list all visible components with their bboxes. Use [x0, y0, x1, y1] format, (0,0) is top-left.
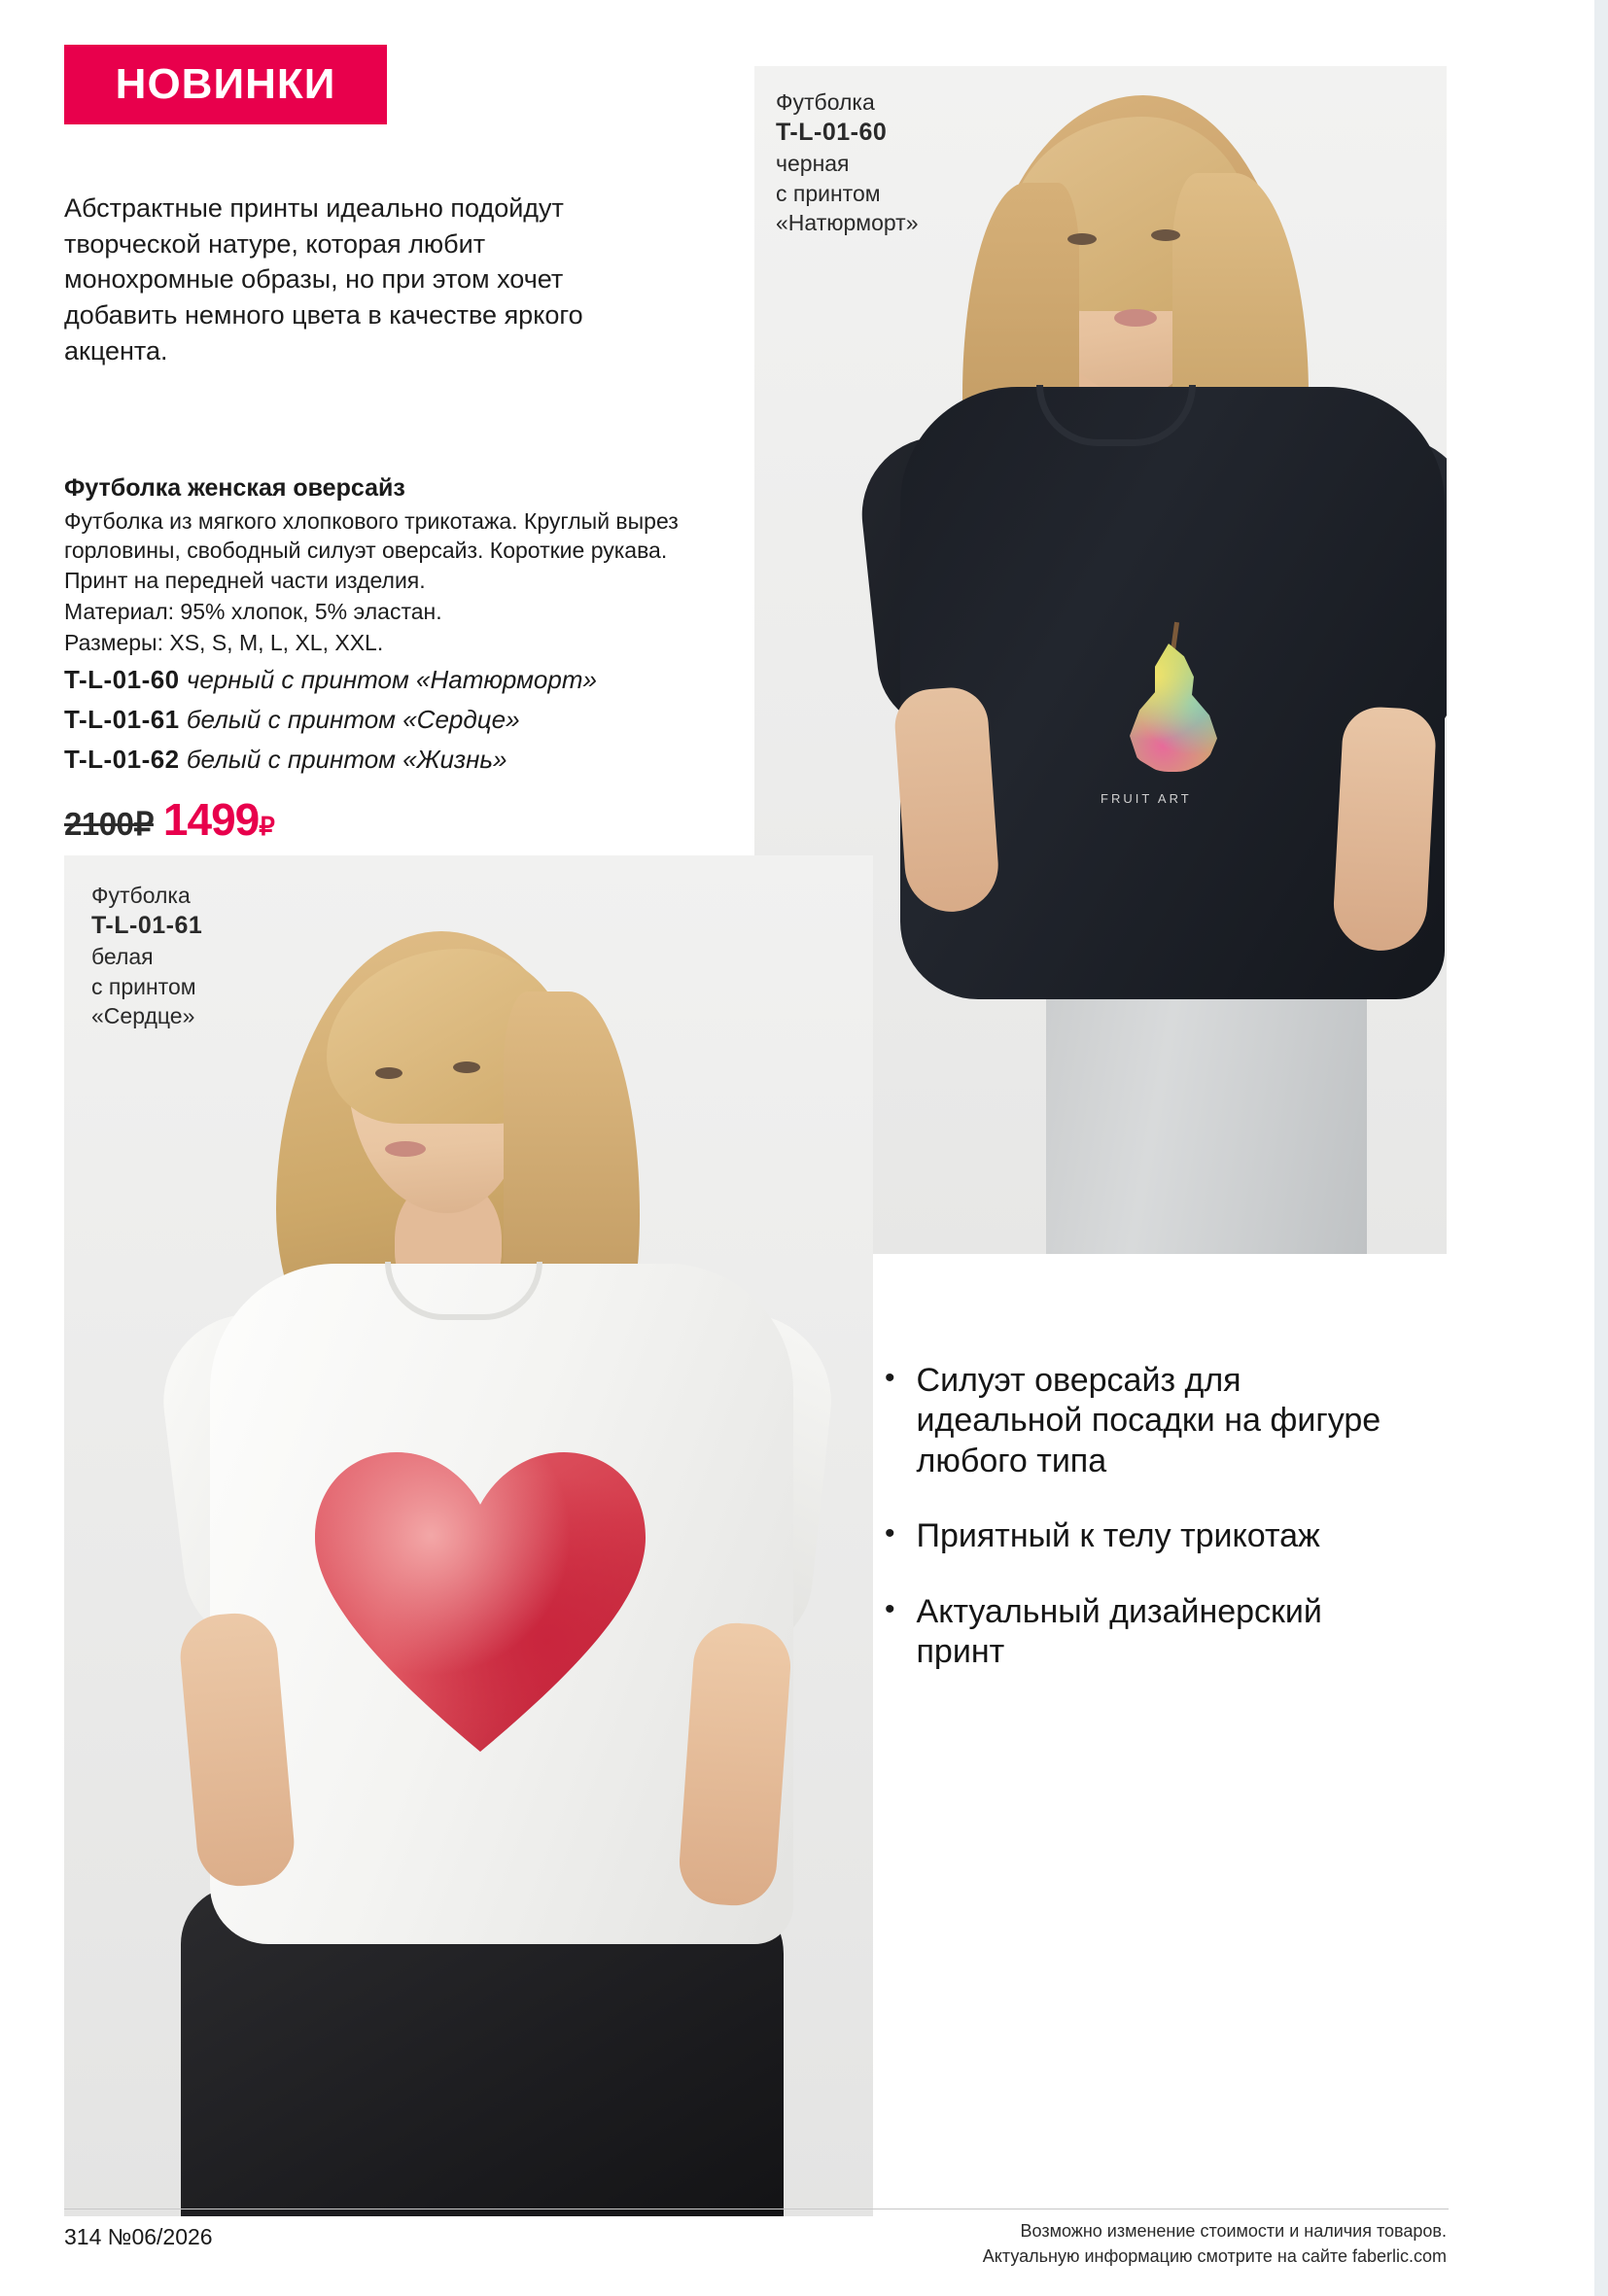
product-variant	[64, 742, 696, 778]
print-label: FRUIT ART	[1101, 791, 1192, 806]
bullet-marker-icon: •	[885, 1517, 895, 1550]
variant-code: T-L-01-61	[64, 704, 180, 734]
footer-note-line-2: Актуальную информацию смотрите на сайте faberlic.com	[982, 2246, 1447, 2267]
caption-line-3: черная	[776, 151, 850, 177]
page-number: 314	[64, 2224, 102, 2249]
variant-code: T-L-01-62	[64, 744, 180, 774]
feature-list	[885, 1361, 1390, 1708]
list-item	[885, 1361, 1390, 1481]
footer-note	[983, 2218, 1447, 2269]
new-price	[163, 793, 274, 846]
product-variant	[64, 702, 696, 738]
model-eye-right	[1151, 229, 1180, 241]
variant-name: черный с принтом «Натюрморт»	[186, 664, 597, 694]
novelty-badge	[64, 45, 387, 124]
product-description: Футболка из мягкого хлопкового трикотажа. Круглый вырез горловины, свободный силуэт оверсайз. Короткие рукава. Принт на передней части изделия.	[64, 508, 679, 593]
pear-print-icon	[1116, 622, 1231, 778]
page-edge-strip	[1594, 0, 1608, 2296]
variant-code: T-L-01-60	[64, 664, 180, 694]
heart-shape	[315, 1448, 646, 1759]
model-eye-left	[1067, 233, 1097, 245]
currency-symbol: ₽	[259, 811, 274, 841]
feature-text: Актуальный дизайнерский принт	[916, 1592, 1322, 1671]
caption-line-1: Футболка	[776, 89, 875, 115]
feature-text: Силуэт оверсайз для идеальной посадки на фигуре любого типа	[916, 1362, 1381, 1479]
old-price: 2100₽	[64, 805, 154, 842]
feature-text: Приятный к телу трикотаж	[916, 1517, 1320, 1555]
caption-product-code: T-L-01-60	[776, 119, 888, 147]
product-title: Футболка женская оверсайз	[64, 474, 405, 502]
model-eye-right	[453, 1061, 480, 1073]
photo-caption-bottom	[91, 881, 202, 1030]
bullet-marker-icon: •	[885, 1362, 895, 1394]
bullet-marker-icon: •	[885, 1592, 895, 1625]
variant-name: белый с принтом «Сердце»	[186, 704, 520, 734]
model-lips	[385, 1141, 426, 1157]
footer-left	[64, 2224, 213, 2250]
product-photo-white-tee	[64, 855, 873, 2216]
footer-note-line-1: Возможно изменение стоимости и наличия товаров.	[1020, 2221, 1447, 2241]
model-lips	[1114, 309, 1157, 327]
caption-line-1: Футболка	[91, 883, 191, 908]
caption-line-5: «Натюрморт»	[776, 210, 919, 236]
price-row	[64, 793, 696, 846]
product-sizes: Размеры: XS, S, M, L, XL, XXL.	[64, 630, 384, 656]
caption-line-4: с принтом	[776, 180, 881, 206]
model-eye-left	[375, 1067, 402, 1079]
photo-caption-top	[776, 87, 918, 237]
novelty-badge-label: НОВИНКИ	[115, 60, 336, 108]
model-arm-right	[677, 1620, 793, 1908]
issue-number: №06/2026	[107, 2224, 213, 2249]
pear-body	[1124, 644, 1221, 772]
product-info-block	[64, 474, 696, 846]
heart-print-icon	[315, 1448, 646, 1759]
variant-name: белый с принтом «Жизнь»	[186, 744, 507, 774]
list-item	[885, 1592, 1390, 1673]
caption-line-3: белая	[91, 944, 154, 970]
model-arm-right	[1332, 706, 1438, 954]
caption-line-4: с принтом	[91, 973, 196, 999]
product-material: Материал: 95% хлопок, 5% эластан.	[64, 599, 442, 625]
model-arm-left	[892, 685, 1001, 915]
new-price-value: 1499	[162, 793, 260, 845]
caption-line-5: «Сердце»	[91, 1003, 195, 1029]
intro-paragraph: Абстрактные принты идеально подойдут творческой натуре, которая любит монохромные образы, но при этом хочет добавить немного цвета в качестве яркого акцента.	[64, 193, 583, 365]
list-item	[885, 1516, 1390, 1556]
caption-product-code: T-L-01-61	[91, 912, 203, 940]
product-variant	[64, 662, 696, 698]
